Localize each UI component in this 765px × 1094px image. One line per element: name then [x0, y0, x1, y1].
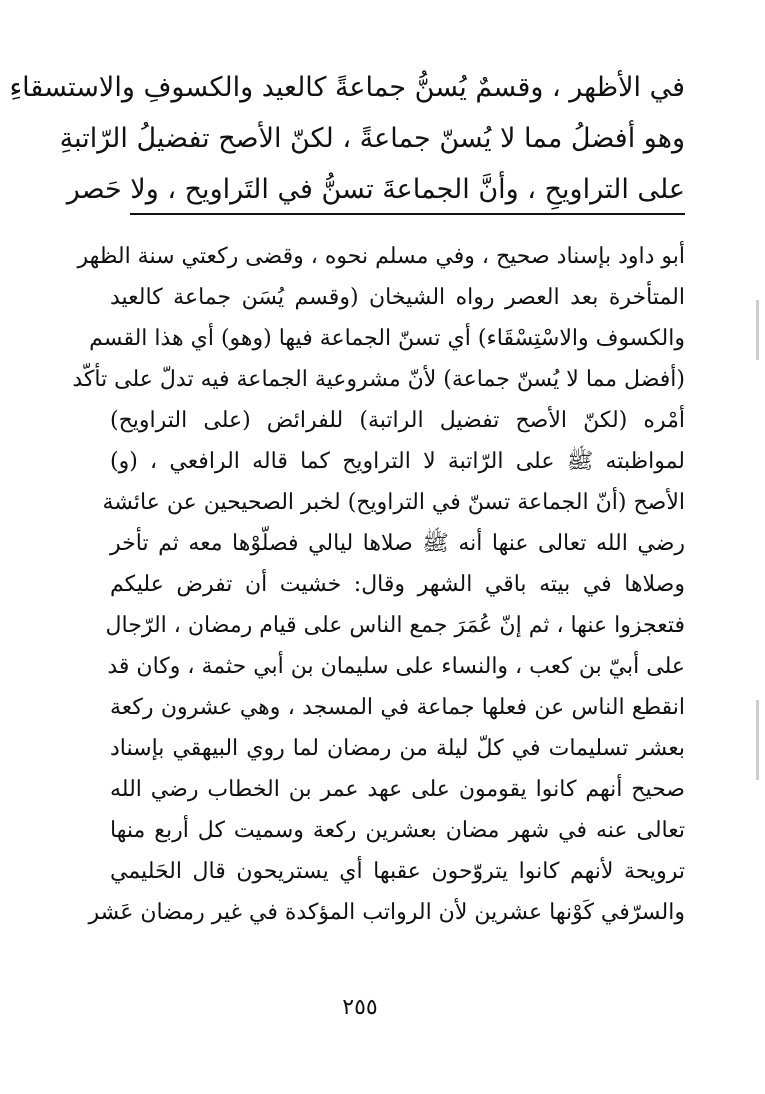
commentary-line: انقطع الناس عن فعلها جماعة في المسجد ، وهي عشرون ركعة — [110, 695, 685, 720]
commentary-line: المتأخرة بعد العصر رواه الشيخان (وقسم يُسَن جماعة كالعيد — [110, 285, 685, 310]
commentary-block — [72, 236, 685, 933]
commentary-line: بعشر تسليمات في كلّ ليلة من رمضان لما روي البيهقي بإسناد — [110, 736, 685, 761]
commentary-line: الأصح (أنّ الجماعة تسنّ في التراويح) لخبر الصحيحين عن عائشة — [102, 490, 685, 515]
page-edge-mark — [756, 300, 759, 360]
commentary-line: أبو داود بإسناد صحيح ، وفي مسلم نحوه ، وقضى ركعتي سنة الظهر — [77, 244, 685, 269]
commentary-line: تعالى عنه في شهر مضان بعشرين ركعة وسميت كل أربع منها — [110, 818, 685, 843]
commentary-line: على أبيّ بن كعب ، والنساء على سليمان بن أبي حثمة ، وكان قد — [107, 654, 685, 679]
commentary-line: وصلاها في بيته باقي الشهر وقال: خشيت أن تفرض عليكم — [110, 572, 685, 597]
main-text-line: في الأظهر ، وقسمٌ يُسنُّ جماعةً كالعيد والكسوفِ والاستسقاءِ — [9, 72, 685, 103]
main-text-line: على التراويحِ ، وأنَّ الجماعةَ تسنُّ في التَراويح ، ولا حَصر — [66, 174, 685, 205]
page-number: ٢٥٥ — [342, 995, 378, 1020]
commentary-line: صحيح أنهم كانوا يقومون على عهد عمر بن الخطاب رضي الله — [110, 777, 685, 802]
commentary-line: فتعجزوا عنها ، ثم إنّ عُمَرَ جمع الناس على قيام رمضان ، الرّجال — [105, 613, 685, 638]
main-text-block — [9, 62, 685, 215]
commentary-line: والكسوف والاسْتِسْقَاء) أي تسنّ الجماعة فيها (وهو) أي هذا القسم — [89, 326, 685, 351]
commentary-line: لمواظبته ﷺ على الرّاتبة لا التراويح كما قاله الرافعي ، (و) — [110, 449, 685, 474]
commentary-line: والسرّفي كَوْنها عشرين لأن الرواتب المؤكدة في غير رمضان عَشر — [88, 900, 685, 925]
commentary-line: ترويحة لأنهم كانوا يتروّحون عقبها أي يستريحون قال الحَليمي — [110, 859, 685, 884]
main-text-line: وهو أفضلُ مما لا يُسنّ جماعةً ، لكنّ الأصح تفضيلُ الرّاتبةِ — [59, 123, 685, 154]
commentary-line: رضي الله تعالى عنها أنه ﷺ صلاها ليالي فصلّوْها معه ثم تأخر — [110, 531, 685, 556]
commentary-line: (أفضل مما لا يُسنّ جماعة) لأنّ مشروعية الجماعة فيه تدلّ على تأكّد — [72, 367, 685, 392]
page-edge-mark — [756, 700, 759, 780]
commentary-line: أمْره (لكنّ الأصح تفضيل الراتبة) للفرائض (على التراويح) — [110, 408, 685, 433]
section-divider — [130, 213, 685, 215]
